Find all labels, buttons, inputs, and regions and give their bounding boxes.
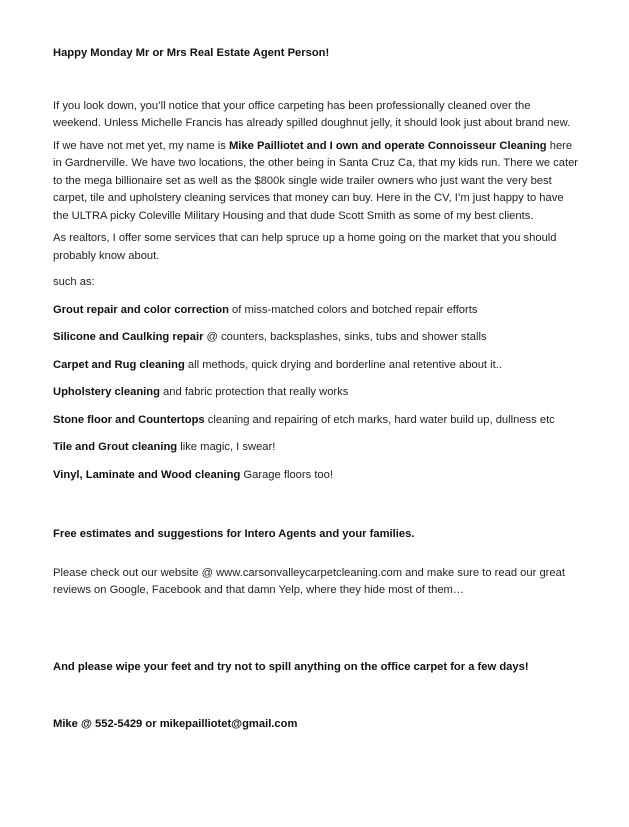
website-url: www.carsonvalleycarpetcleaning.com	[216, 566, 403, 579]
service-name: Grout repair and color correction	[53, 303, 229, 316]
greeting-line: Happy Monday Mr or Mrs Real Estate Agent Person!	[53, 47, 330, 59]
paragraph-services-intro: As realtors, I offer some services that can help spruce up a home going on the market that you should probably know about.	[53, 232, 557, 262]
intro-text-post: here in Gardnerville. We have two locations, the other being in Santa Cruz Ca, that my kids run. There we cater to the mega billionaire set as well as the $800k single wide trailer owners who just want the very best carpet, tile and upholstery cleaning services that money can buy. Here in the CV, I’m just happy to have the ULTRA picky Coleville Military Housing and that dude Scott Smith as some of my best clients.	[53, 139, 579, 222]
service-item-tile-grout	[53, 439, 580, 457]
signature-pre: Mike @	[53, 718, 95, 730]
signature-mid: or	[142, 718, 160, 730]
service-item-upholstery	[53, 384, 580, 402]
service-name: Vinyl, Laminate and Wood cleaning	[53, 468, 241, 481]
service-name: Carpet and Rug cleaning	[53, 358, 185, 371]
intro-text-pre: If we have not met yet, my name is	[53, 139, 229, 152]
service-item-carpet-rug	[53, 357, 580, 375]
wipe-feet-line: And please wipe your feet and try not to spill anything on the office carpet for a few days!	[53, 660, 529, 673]
paragraph-introduction	[53, 138, 580, 226]
such-as-line: such as:	[53, 276, 95, 288]
paragraph-website	[53, 565, 580, 600]
intro-owner-business-name: Mike Pailliotet and I own and operate Connoisseur Cleaning	[228, 139, 547, 152]
service-desc: all methods, quick drying and borderline anal retentive about it..	[184, 358, 502, 371]
service-item-vinyl-laminate-wood	[53, 467, 580, 485]
service-desc: and fabric protection that really works	[159, 386, 349, 398]
signature-phone: 552-5429	[95, 718, 143, 730]
service-name: Tile and Grout cleaning	[53, 441, 178, 453]
service-desc: cleaning and repairing of etch marks, hard water build up, dullness etc	[204, 413, 555, 426]
service-desc: Garage floors too!	[240, 468, 333, 481]
service-name: Silicone and Caulking repair	[53, 331, 204, 343]
service-item-grout-repair	[53, 302, 580, 320]
service-item-stone-countertops	[53, 412, 580, 430]
service-desc: of miss-matched colors and botched repair efforts	[228, 303, 478, 316]
service-desc: @ counters, backsplashes, sinks, tubs and shower stalls	[203, 331, 487, 343]
free-estimates-line: Free estimates and suggestions for Intero Agents and your families.	[53, 528, 415, 540]
paragraph-carpet-cleaned: If you look down, you’ll notice that your office carpeting has been professionally cleaned over the weekend. Unless Michelle Francis has already spilled doughnut jelly, it should look just about brand new.	[53, 99, 571, 129]
service-name: Upholstery cleaning	[53, 386, 160, 398]
website-text-pre: Please check out our website @	[53, 566, 217, 579]
signature-line	[53, 716, 580, 734]
website-text-post: and make sure to read our great reviews on Google, Facebook and that damn Yelp, where they hide most of them…	[53, 566, 565, 596]
service-desc: like magic, I swear!	[177, 441, 276, 453]
signature-email: mikepailliotet@gmail.com	[159, 718, 298, 730]
service-name: Stone floor and Countertops	[53, 413, 205, 426]
service-item-silicone-caulking	[53, 329, 580, 347]
